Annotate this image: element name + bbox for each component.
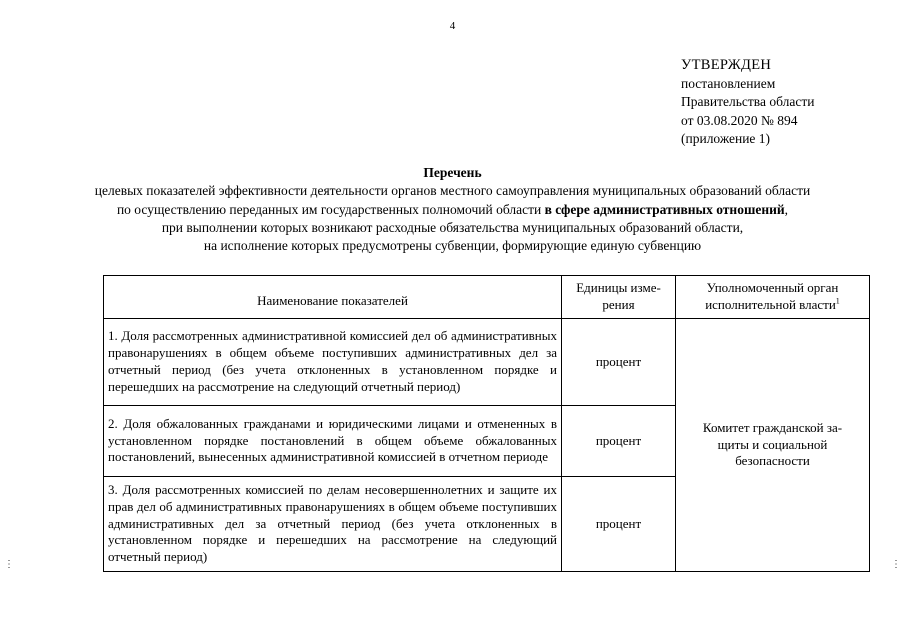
page-number: 4	[449, 20, 456, 32]
document-title: Перечень	[423, 165, 482, 180]
document-heading	[0, 164, 905, 255]
scan-edge-mark: ⋮	[4, 559, 14, 570]
approval-title: УТВЕРЖДЕН	[681, 57, 772, 73]
approval-date-number: от 03.08.2020 № 894	[681, 112, 798, 128]
header-authority-text: исполнительной власти	[705, 297, 836, 312]
table-row	[104, 319, 870, 406]
heading-line	[0, 201, 905, 219]
heading-line-end: ,	[784, 201, 789, 217]
header-authority-line	[680, 297, 865, 314]
header-unit-line: рения	[602, 297, 635, 312]
header-unit	[562, 276, 676, 319]
indicators-table	[103, 275, 870, 572]
authority-line: Комитет гражданской за-	[702, 419, 843, 435]
indicator-name: 2. Доля обжалованных гражданами и юридическими лицами и отмененных в установленном порядке постановлений в общем объеме обжалованных постановлений, вынесенных административной комиссией в отчетном периоде	[104, 406, 562, 477]
heading-line-bold: в сфере административных отношений	[544, 201, 785, 217]
table-header-row	[104, 276, 870, 319]
approval-line: постановлением	[681, 75, 776, 91]
heading-line: при выполнении которых возникают расходные обязательства муниципальных образований области,	[161, 219, 744, 235]
authority-line: щиты и социальной	[717, 436, 828, 452]
scan-edge-mark: ⋮	[891, 559, 901, 570]
approval-line: Правительства области	[681, 94, 815, 109]
heading-line: на исполнение которых предусмотрены субвенции, формирующие единую субвенцию	[203, 238, 702, 254]
header-unit-line: Единицы изме-	[576, 280, 661, 296]
header-name: Наименование показателей	[104, 276, 562, 319]
header-authority-line: Уполномоченный орган	[706, 280, 839, 296]
approval-appendix: (приложение 1)	[681, 131, 771, 146]
indicator-unit: процент	[562, 319, 676, 406]
indicator-unit: процент	[562, 477, 676, 572]
indicator-unit: процент	[562, 406, 676, 477]
indicator-name: 3. Доля рассмотренных комиссией по делам несовершеннолетних и защите их прав дел об административных правонарушениях в общем объеме поступивших административных дел за отчетный период (без учета отклоненных в установленном порядке и перешедших на рассмотрение на следующий отчетный период)	[104, 477, 562, 572]
header-authority	[676, 276, 870, 319]
approval-block	[681, 56, 814, 149]
authority-line: безопасности	[735, 453, 810, 469]
heading-line: целевых показателей эффективности деятельности органов местного самоуправления муниципальных образований области	[94, 183, 811, 199]
heading-line-start: по осуществлению переданных им государственных полномочий области	[116, 201, 542, 217]
indicator-name: 1. Доля рассмотренных административной комиссией дел об административных правонарушениях в общем объеме поступивших административных дел за отчетный период (без учета отклоненных в установленном порядке и перешедших на рассмотрение на следующий отчетный период)	[104, 319, 562, 406]
authority-cell	[676, 319, 870, 572]
footnote-marker: 1	[835, 296, 840, 306]
